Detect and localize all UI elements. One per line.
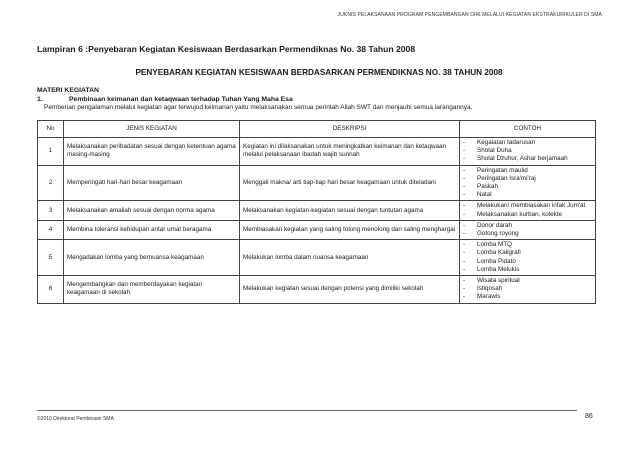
dash-bullet: - — [463, 257, 466, 265]
contoh-text: Melakukan/ membiasakan infak Jum'at — [477, 202, 586, 210]
page-title: PENYEBARAN KEGIATAN KESISWAAN BERDASARKAN PERMENDIKNAS NO. 38 TAHUN 2008 — [135, 68, 503, 77]
contoh-cell — [460, 276, 596, 304]
contoh-text: Paskah — [477, 183, 499, 191]
contoh-item — [463, 277, 592, 285]
contoh-list — [463, 277, 592, 302]
table-row — [38, 276, 596, 304]
section-number: 1. — [37, 96, 43, 103]
contoh-item — [463, 183, 592, 191]
header-contoh: CONTOH — [460, 121, 596, 138]
row-number: 1 — [38, 138, 64, 166]
contoh-text: Sholat Duha — [477, 147, 512, 155]
jenis-cell: Mengembangkan dan memberdayakan kegiatan keagamaan di sekolah — [64, 276, 240, 304]
contoh-item — [463, 249, 592, 257]
row-number: 2 — [38, 165, 64, 201]
footer-divider — [37, 410, 577, 411]
header-deskripsi: DESKRIPSI — [240, 121, 460, 138]
contoh-text: Peringatan maulid — [477, 166, 528, 174]
contoh-cell — [460, 201, 596, 220]
contoh-cell — [460, 138, 596, 166]
row-number: 3 — [38, 201, 64, 220]
contoh-text: Wisata spiritual — [477, 277, 520, 285]
contoh-item — [463, 211, 592, 219]
contoh-text: Lomba Melukis — [477, 265, 520, 273]
dash-bullet: - — [463, 166, 466, 174]
jenis-cell: Memperingati hari-hari besar keagamaan — [64, 165, 240, 201]
activities-table — [37, 120, 596, 304]
row-number: 6 — [38, 276, 64, 304]
deskripsi-cell: Melakukan kegiatan sesuai dengan potensi yang dimiliki sekolah — [240, 276, 460, 304]
jenis-cell: Melaksanakan amaliah sesuai dengan norma agama — [64, 201, 240, 220]
row-number: 5 — [38, 240, 64, 276]
dash-bullet: - — [463, 174, 466, 182]
deskripsi-cell: Kegiatan ini dilaksanakan untuk meningkatkan keimanan dan ketaqwaan melalui pelaksanaan ibadah wajib sunnah — [240, 138, 460, 166]
footer-text: ©2010 Direktorat Pembinaan SMA — [37, 416, 114, 422]
section-heading — [37, 96, 293, 103]
contoh-cell — [460, 165, 596, 201]
contoh-item — [463, 155, 592, 163]
contoh-item — [463, 230, 592, 238]
contoh-item — [463, 202, 592, 210]
contoh-text: Melaksanakan kurban, kolekte — [477, 210, 563, 218]
deskripsi-cell: Melaksanakan kegiatan-kegiatan sesuai dengan tuntutan agama — [240, 201, 460, 220]
dash-bullet: - — [463, 202, 466, 210]
table-row — [38, 138, 596, 166]
contoh-list — [463, 202, 592, 218]
section-title: Pembinaan keimanan dan ketaqwaan terhadap Tuhan Yang Maha Esa — [69, 96, 293, 103]
contoh-item — [463, 285, 592, 293]
contoh-item — [463, 147, 592, 155]
jenis-cell: Melaksanakan peribadatan sesuai dengan ketentuan agama masing-masing — [64, 138, 240, 166]
materi-heading: MATERI KEGIATAN — [37, 87, 99, 94]
dash-bullet: - — [463, 221, 466, 229]
dash-bullet: - — [463, 191, 466, 199]
dash-bullet: - — [463, 293, 466, 301]
dash-bullet: - — [463, 230, 466, 238]
contoh-item — [463, 293, 592, 301]
header-jenis: JENIS KEGIATAN — [64, 121, 240, 138]
contoh-text: Natal — [477, 191, 492, 199]
dash-bullet: - — [463, 265, 466, 273]
dash-bullet: - — [463, 285, 466, 293]
table-row — [38, 220, 596, 239]
contoh-item — [463, 241, 592, 249]
contoh-text: Gotong royong — [477, 230, 519, 238]
contoh-item — [463, 139, 592, 147]
contoh-item — [463, 266, 592, 274]
contoh-text: Lomba MTQ — [477, 241, 512, 249]
contoh-text: Lomba Kaligrafi — [477, 249, 521, 257]
running-header: JUKNIS PELAKSANAAN PROGRAM PENGEMBANGAN DIRI MELALUI KEGIATAN EKSTRAKURIKULER DI SMA — [337, 12, 602, 18]
page-number: 86 — [585, 413, 593, 420]
dash-bullet: - — [463, 277, 466, 285]
contoh-list — [463, 241, 592, 274]
contoh-text: Marawis — [477, 293, 501, 301]
contoh-item — [463, 175, 592, 183]
contoh-list — [463, 167, 592, 200]
deskripsi-cell: Menggali makna/ arti tiap-tiap hari besar keagamaan untuk diteladani — [240, 165, 460, 201]
jenis-cell: Mengadakan lomba yang bernuansa keagamaan — [64, 240, 240, 276]
row-number: 4 — [38, 220, 64, 239]
jenis-cell: Membina toleransi kehidupan antar umat beragama — [64, 220, 240, 239]
dash-bullet: - — [463, 183, 466, 191]
contoh-list — [463, 139, 592, 164]
deskripsi-cell: Membiasakan kegiatan yang saling tolong menolong dan saling menghargai — [240, 220, 460, 239]
contoh-text: Istiqosah — [477, 285, 503, 293]
contoh-item — [463, 258, 592, 266]
contoh-item — [463, 222, 592, 230]
contoh-cell — [460, 240, 596, 276]
contoh-item — [463, 167, 592, 175]
table-row — [38, 240, 596, 276]
dash-bullet: - — [463, 139, 466, 146]
lampiran-title: Lampiran 6 :Penyebaran Kegiatan Kesiswaan Berdasarkan Permendiknas No. 38 Tahun 2008 — [37, 44, 416, 54]
contoh-text: Peringatan Isra'mi'raj — [477, 174, 536, 182]
contoh-text: Lomba Pidato — [477, 257, 516, 265]
section-description: Pemberian pengalaman melalui kegiatan agar terwujud keimanan yaitu melaksanakan semua perintah Allah SWT dan menjauhi semua larangannya. — [44, 104, 473, 111]
table-header-row — [38, 121, 596, 138]
deskripsi-cell: Melakukan lomba dalam nuansa keagamaan — [240, 240, 460, 276]
dash-bullet: - — [463, 147, 466, 155]
dash-bullet: - — [463, 155, 466, 163]
dash-bullet: - — [463, 249, 466, 257]
dash-bullet: - — [463, 241, 466, 249]
contoh-item — [463, 191, 592, 199]
contoh-list — [463, 222, 592, 238]
header-no: No — [38, 121, 64, 138]
table-row — [38, 165, 596, 201]
contoh-text: Kegaiatan tadarusan — [477, 139, 536, 146]
dash-bullet: - — [463, 210, 466, 218]
table-row — [38, 201, 596, 220]
contoh-cell — [460, 220, 596, 239]
contoh-text: Donor darah — [477, 221, 513, 229]
contoh-text: Sholat Dzuhur, Ashar berjamaah — [477, 155, 568, 163]
